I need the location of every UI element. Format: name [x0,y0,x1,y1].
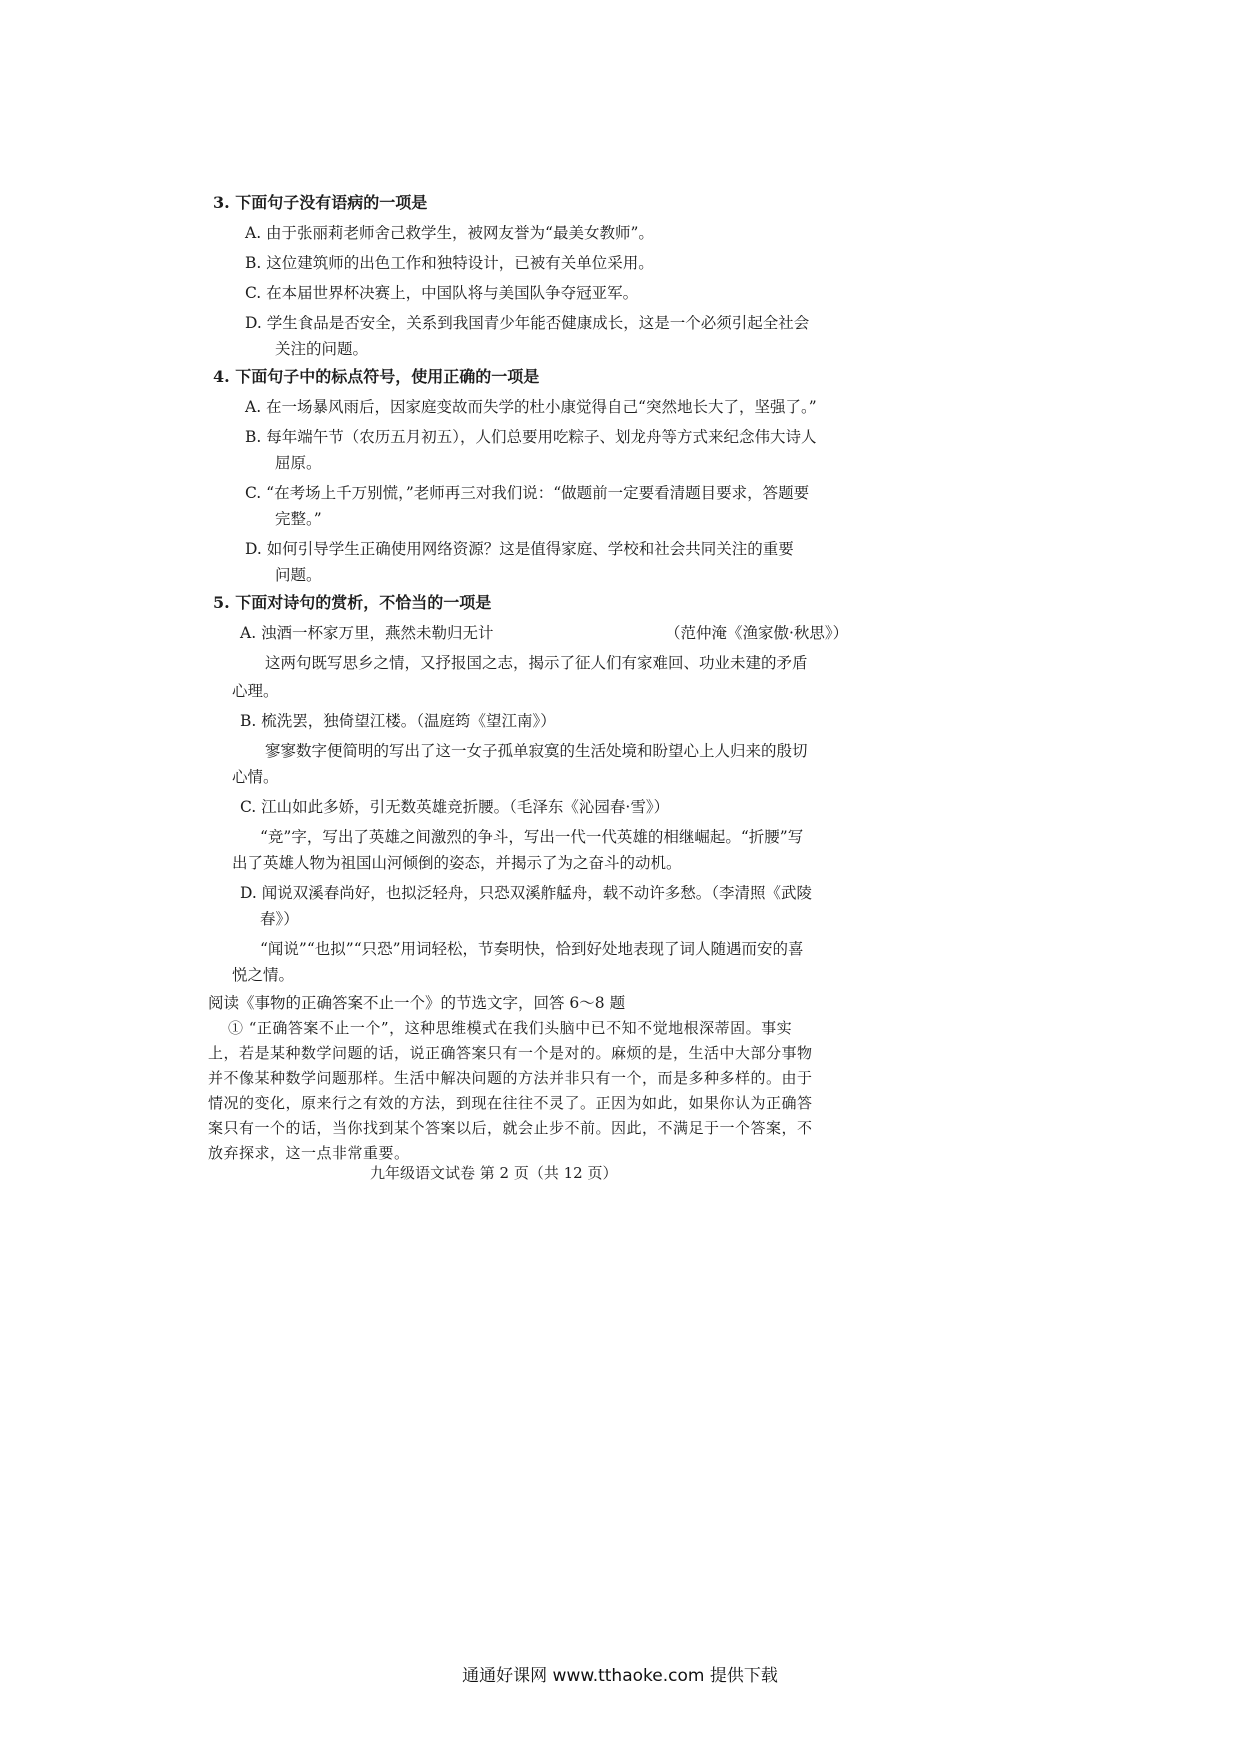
reading-line: 放弃探求，这一点非常重要。 [208,1144,410,1162]
question-3-option-a: A. 由于张丽莉老师舍己救学生，被网友誉为“最美女教师”。 [245,224,654,242]
question-5-poem-d: D. 闻说双溪春尚好，也拟泛轻舟，只恐双溪舴艋舟，载不动许多愁。（李清照《武陵 [240,884,812,902]
question-4-option-d: D. 如何引导学生正确使用网络资源？这是值得家庭、学校和社会共同关注的重要 [245,540,794,558]
question-5-line: 出了英雄人物为祖国山河倾倒的姿态，并揭示了为之奋斗的动机。 [232,854,682,872]
question-5-stem: 5. 下面对诗句的赏析，不恰当的一项是 [213,593,492,612]
question-5-poem-a-source: （范仲淹《渔家傲·秋思》） [665,624,849,642]
question-5-line: “竞”字，写出了英雄之间激烈的争斗，写出一代一代英雄的相继崛起。“折腰”写 [260,828,804,846]
reading-line: 上，若是某种数学问题的话，说正确答案只有一个是对的。麻烦的是，生活中大部分事物 [208,1044,813,1062]
question-3-stem: 3. 下面句子没有语病的一项是 [213,193,428,212]
reading-intro: 阅读《事物的正确答案不止一个》的节选文字，回答 6～8 题 [208,994,626,1012]
question-5-poem-c: C. 江山如此多娇，引无数英雄竞折腰。（毛泽东《沁园春·雪》） [240,798,670,816]
site-footer: 通通好课网 www.tthaoke.com 提供下载 [462,1666,778,1686]
question-5-line: 寥寥数字便简明的写出了这一女子孤单寂寞的生活处境和盼望心上人归来的殷切 [265,742,808,760]
question-4-option-d-cont: 问题。 [275,566,322,584]
question-4-stem: 4. 下面句子中的标点符号，使用正确的一项是 [213,367,540,386]
reading-line: 并不像某种数学问题那样。生活中解决问题的方法并非只有一个，而是多种多样的。由于 [208,1069,813,1087]
question-5-line: 这两句既写思乡之情，又抒报国之志，揭示了征人们有家难回、功业未建的矛盾 [265,654,808,672]
question-5-line: 心情。 [232,768,279,786]
reading-line: 情况的变化，原来行之有效的方法，到现在往往不灵了。正因为如此，如果你认为正确答 [208,1094,813,1112]
question-4-option-c: C. “在考场上千万别慌，”老师再三对我们说：“做题前一定要看清题目要求，答题要 [245,484,810,502]
question-4-option-c-cont: 完整。” [275,510,322,528]
question-5-line: “闻说”“也拟”“只恐”用词轻松，节奏明快，恰到好处地表现了词人随遇而安的喜 [260,940,804,958]
question-4-option-b: B. 每年端午节（农历五月初五），人们总要用吃粽子、划龙舟等方式来纪念伟大诗人 [245,428,817,446]
page-footer: 九年级语文试卷 第 2 页（共 12 页） [370,1164,618,1182]
question-5-line: 心理。 [232,682,279,700]
question-5-line: 春》） [260,910,299,928]
question-5-line: 悦之情。 [232,966,295,984]
question-4-option-b-cont: 屈原。 [275,454,322,472]
question-3-option-d-cont: 关注的问题。 [275,340,369,358]
question-5-poem-b: B. 梳洗罢，独倚望江楼。（温庭筠《望江南》） [240,712,556,730]
question-5-poem-a: A. 浊酒一杯家万里，燕然未勒归无计 [240,624,494,642]
question-3-option-d: D. 学生食品是否安全，关系到我国青少年能否健康成长，这是一个必须引起全社会 [245,314,810,332]
reading-line: ① “正确答案不止一个”，这种思维模式在我们头脑中已不知不觉地根深蒂固。事实 [228,1019,793,1037]
question-3-option-c: C. 在本届世界杯决赛上，中国队将与美国队争夺冠亚军。 [245,284,639,302]
question-3-option-b: B. 这位建筑师的出色工作和独特设计，已被有关单位采用。 [245,254,654,272]
reading-line: 案只有一个的话，当你找到某个答案以后，就会止步不前。因此，不满足于一个答案，不 [208,1119,813,1137]
question-4-option-a: A. 在一场暴风雨后，因家庭变故而失学的杜小康觉得自己“突然地长大了，坚强了。” [245,398,817,416]
